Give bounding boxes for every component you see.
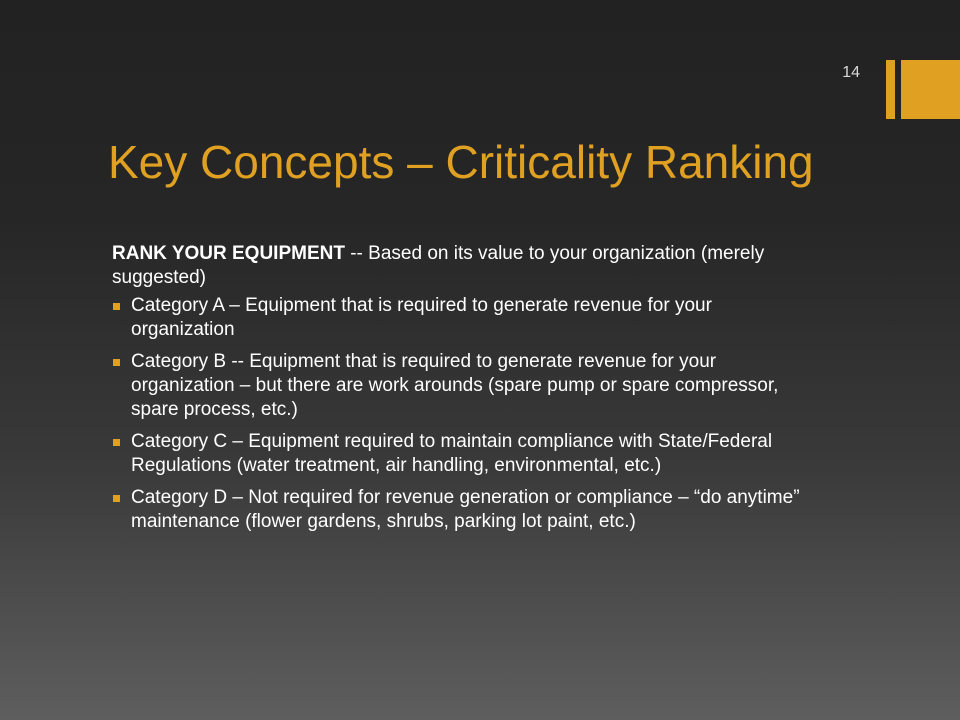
square-bullet-icon: [113, 303, 120, 310]
slide-title: Key Concepts – Criticality Ranking: [108, 136, 814, 188]
intro-rest: -- Based on its value to your organization (merely suggested): [112, 243, 765, 288]
page-number: 14: [842, 64, 860, 81]
bullet-item-category-d: [112, 486, 812, 534]
bullet-text: Category D – Not required for revenue generation or compliance – “do anytime” maintenance (flower gardens, shrubs, parking lot paint, etc.): [131, 487, 800, 532]
square-bullet-icon: [113, 495, 120, 502]
square-bullet-icon: [113, 359, 120, 366]
bullet-item-category-c: [112, 430, 812, 478]
square-bullet-icon: [113, 439, 120, 446]
accent-bar-thin: [886, 60, 895, 119]
bullet-list: [112, 294, 812, 534]
bullet-text: Category A – Equipment that is required to generate revenue for your organization: [131, 295, 712, 340]
intro-lead: RANK YOUR EQUIPMENT: [112, 243, 345, 264]
bullet-text: Category B -- Equipment that is required to generate revenue for your organization – but there are work arounds (spare pump or spare compressor, spare process, etc.): [131, 351, 779, 420]
bullet-item-category-a: [112, 294, 812, 342]
bullet-text: Category C – Equipment required to maintain compliance with State/Federal Regulations (water treatment, air handling, environmental, etc.): [131, 431, 773, 476]
intro-paragraph: [112, 242, 812, 290]
bullet-item-category-b: [112, 350, 812, 422]
accent-bar-thick: [901, 60, 960, 119]
slide-body: [112, 242, 812, 542]
